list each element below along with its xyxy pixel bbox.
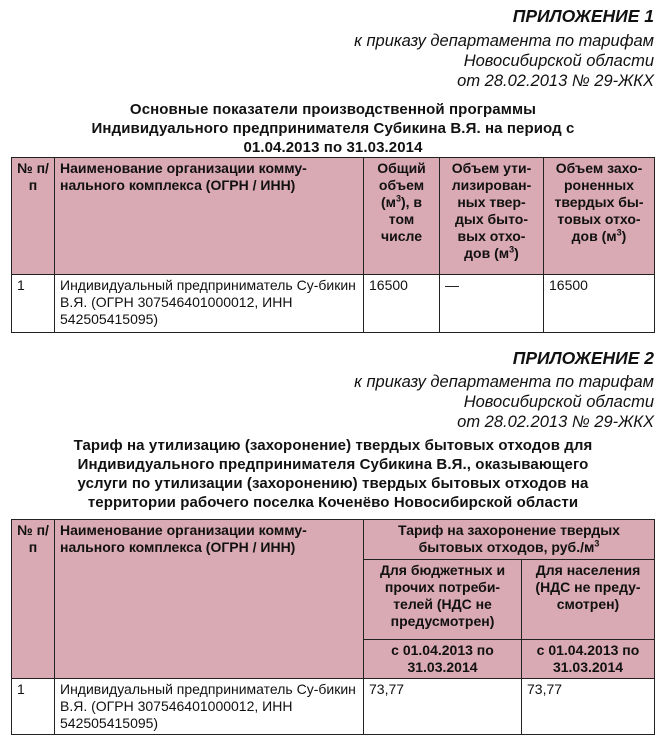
cell-budget: 73,77 [364, 679, 522, 735]
header-text: Объем захо-роненных твердых бы-товых отхо-дов $(м^3)$ [554, 160, 644, 244]
appendix2-title [6, 436, 660, 512]
col-header-org: Наименование организации комму-нального комплекса (ОГРН / ИНН) [55, 158, 364, 275]
cell-population: 73,77 [522, 679, 655, 735]
ref-line: Новосибирской области [463, 393, 654, 411]
title-line: Индивидуального предпринимателя Субикина В.Я. на период с [91, 120, 575, 137]
title-line: Тариф на утилизацию (захоронение) твердых бытовых отходов для [73, 437, 593, 454]
cell-num: 1 [12, 679, 55, 735]
cell-buried: 16500 [544, 275, 655, 333]
col-header-tariff: Тариф на захоронение твердых бытовых отходов, $руб./м^3$ [364, 520, 655, 560]
ref-line: Новосибирской области [463, 52, 654, 70]
title-line: Основные показатели производственной программы [129, 101, 537, 118]
cell-total: 16500 [364, 275, 440, 333]
cell-recycled: — [440, 275, 544, 333]
cell-org: Индивидуальный предприниматель Су-бикин В.Я. (ОГРН 307546401000012, ИНН 542505415095) [55, 275, 364, 333]
title-line: 01.04.2013 по 31.03.2014 [243, 139, 423, 156]
production-table [11, 157, 655, 333]
cell-num: 1 [12, 275, 55, 333]
appendix2-reference [234, 372, 654, 432]
col-header-budget: Для бюджетных и прочих потреби-телей (НДС не предусмотрен) [364, 560, 522, 640]
ref-line: от 28.02.2013 № 29-ЖКХ [457, 413, 654, 431]
col-header-num: № п/п [12, 520, 55, 679]
tariff-table [11, 519, 655, 735]
table-header-row [12, 158, 655, 275]
appendix1-title [6, 100, 660, 157]
ref-line: к приказу департамента по тарифам [354, 373, 654, 391]
table-row [12, 275, 655, 333]
header-text: Общий объем $(м^3)$, в том числе [377, 160, 426, 244]
header-text: Объем ути-лизирован-ных твер-дых быто-вых отхо-дов $(м^3)$ [451, 160, 532, 261]
col-header-recycled [440, 158, 544, 275]
title-line: Индивидуального предпринимателя Субикина В.Я., оказывающего [77, 456, 589, 473]
ref-line: к приказу департамента по тарифам [354, 32, 654, 50]
col-header-num: № п/п [12, 158, 55, 275]
col-header-population: Для населения (НДС не преду-смотрен) [522, 560, 655, 640]
table-row [12, 679, 655, 735]
ref-line: от 28.02.2013 № 29-ЖКХ [457, 72, 654, 90]
title-line: услуги по утилизации (захоронению) твердых бытовых отходов на [77, 475, 589, 492]
appendix1-reference [234, 31, 654, 91]
table-header-row [12, 520, 655, 560]
col-header-org: Наименование организации комму-нального комплекса (ОГРН / ИНН) [55, 520, 364, 679]
appendix1-heading: ПРИЛОЖЕНИЕ 1 [512, 6, 654, 26]
appendix2-heading: ПРИЛОЖЕНИЕ 2 [512, 348, 654, 368]
col-header-period-budget: с 01.04.2013 по 31.03.2014 [364, 640, 522, 679]
title-line: территории рабочего поселка Коченёво Новосибирской области [87, 494, 579, 511]
col-header-buried [544, 158, 655, 275]
col-header-period-population: с 01.04.2013 по 31.03.2014 [522, 640, 655, 679]
col-header-total [364, 158, 440, 275]
cell-org: Индивидуальный предприниматель Су-бикин В.Я. (ОГРН 307546401000012, ИНН 542505415095) [55, 679, 364, 735]
